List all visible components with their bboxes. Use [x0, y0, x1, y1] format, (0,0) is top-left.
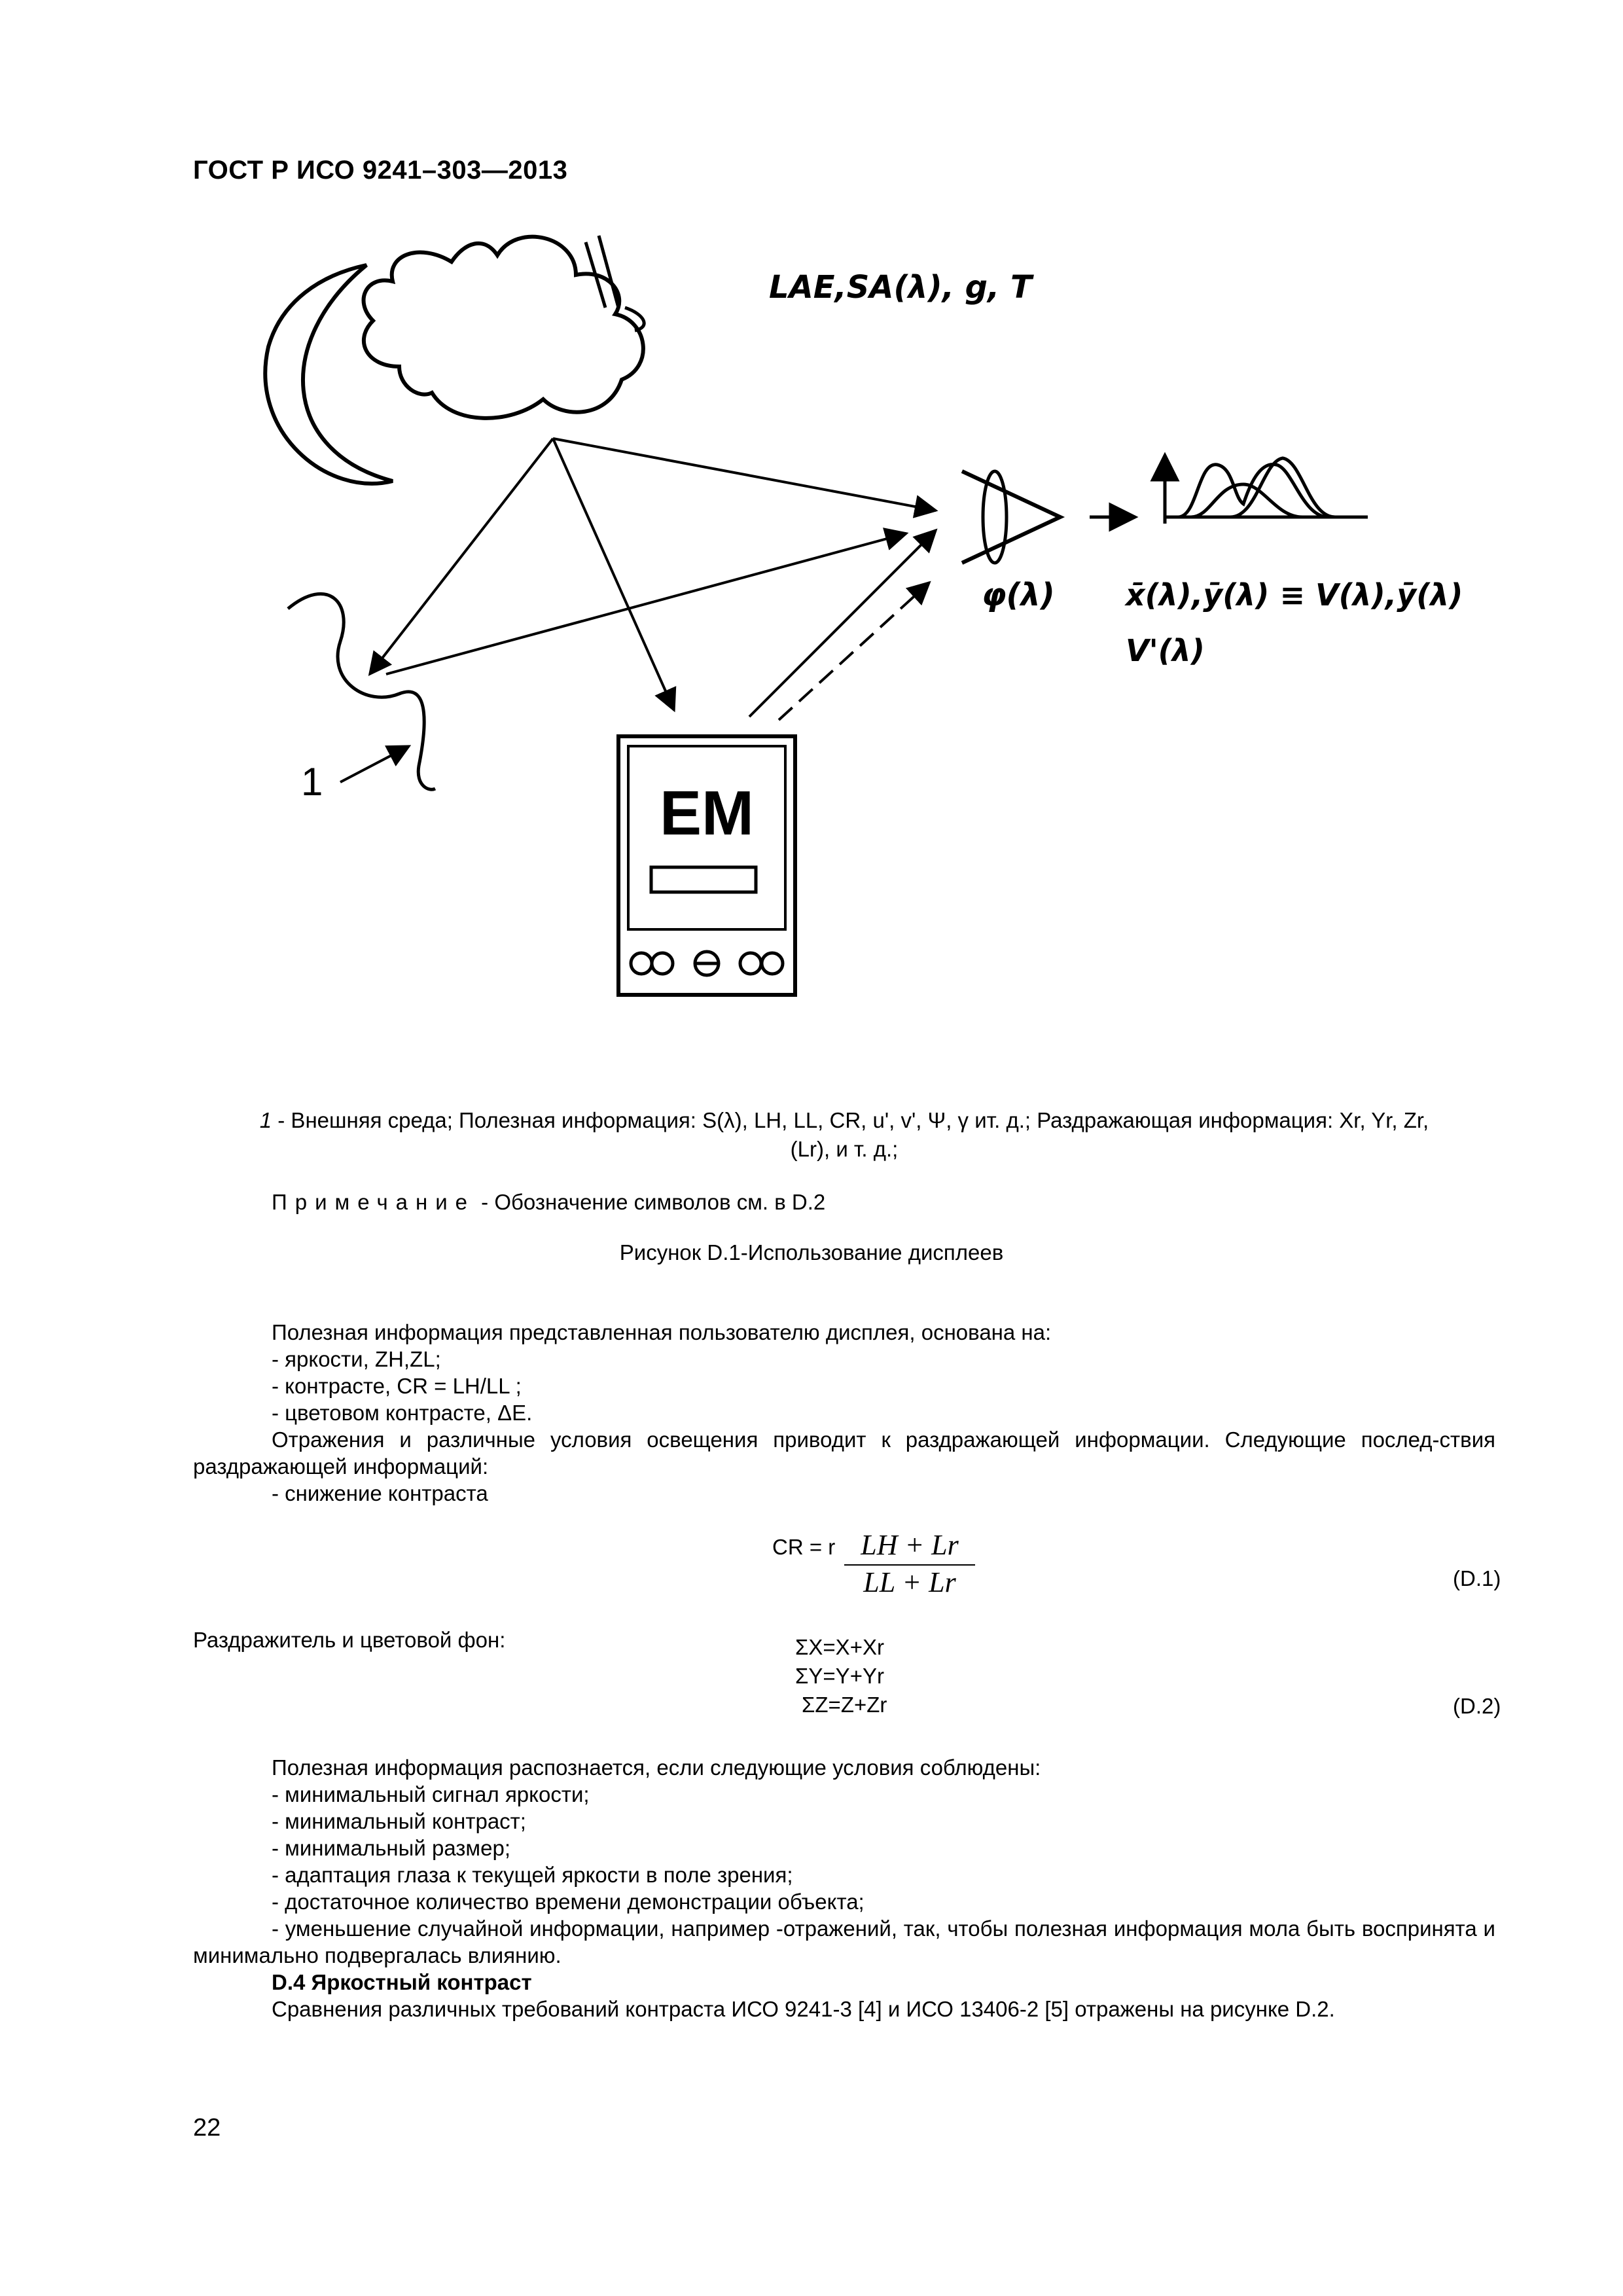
figure-legend: [193, 1106, 1495, 1164]
list-item: - достаточное количество времени демонстрации объекта;: [272, 1890, 865, 1914]
list-item: - адаптация глаза к текущей яркости в поле зрения;: [272, 1863, 793, 1887]
paragraph-useful-info: Полезная информация представленная пользователю дисплея, основана на:: [272, 1320, 1052, 1344]
legend-text-line2: (Lr), и т. д.;: [790, 1137, 899, 1161]
eye-icon: [962, 471, 1060, 563]
curves-label-2: V'(λ): [1126, 633, 1205, 668]
formula-d2-y: ΣY=Y+Yr: [795, 1664, 884, 1688]
arrow-device-reflection-to-eye: [779, 583, 929, 720]
list-item: - минимальный сигнал яркости;: [272, 1782, 590, 1806]
cloud-icon: [364, 237, 643, 418]
formula-d1-number: (D.1): [1453, 1566, 1501, 1590]
formula-d2-z: ΣZ=Z+Zr: [802, 1693, 887, 1717]
paragraph-conditions: Полезная информация распознается, если следующие условия соблюдены:: [272, 1755, 1041, 1780]
list-item: - снижение контраста: [272, 1481, 488, 1505]
page-number: 22: [193, 2114, 221, 2142]
formula-d1-left: CR = r: [772, 1535, 836, 1559]
note-label: Примечание: [272, 1190, 476, 1214]
eye-symbol: φ(λ): [982, 577, 1055, 613]
figure-display-use: [0, 0, 1623, 1047]
device-label: EM: [660, 778, 754, 848]
legend-text-line1: - Внешняя среда; Полезная информация: S(λ), LH, LL, CR, u', v', Ψ, γ ит. д.; Раздражающая информация: Xr, Yr, Zr,: [272, 1108, 1429, 1132]
formula-d1-numerator: LH + Lr: [844, 1528, 975, 1566]
light-source-icon: [586, 236, 644, 331]
figure-symbols-top: LAE,SA(λ), g, T: [769, 269, 1032, 306]
formula-d2: [795, 1633, 887, 1719]
figure-note: [272, 1190, 825, 1215]
list-item: - минимальный контраст;: [272, 1809, 526, 1833]
formula-d2-x: ΣX=X+Xr: [795, 1635, 884, 1659]
arrow-device-to-eye: [749, 530, 936, 717]
list-item: - контрасте, CR = LH/LL ;: [272, 1374, 522, 1398]
list-item: - яркости, ZH,ZL;: [272, 1347, 441, 1371]
list-item: - уменьшение случайной информации, например -отражений, так, чтобы полезная информация мола быть воспринята и минимально подвергалась влиянию.: [193, 1916, 1495, 1967]
paragraph-reflections: Отражения и различные условия освещения приводит к раздражающей информации. Следующие послед-ствия раздражающей информаций:: [193, 1427, 1495, 1479]
arrow-label-1: [340, 746, 409, 782]
paragraph-irritant: Раздражитель и цветовой фон:: [193, 1628, 506, 1652]
formula-d1-fraction: [844, 1528, 975, 1599]
display-device-icon: [618, 736, 795, 995]
arrow-source-to-device: [553, 439, 674, 710]
body-text: [193, 1319, 1495, 1507]
list-item: - минимальный размер;: [272, 1836, 510, 1860]
curves-label-1: x̄(λ),ȳ(λ) ≡ V(λ),ȳ(λ): [1126, 577, 1463, 613]
label-1: 1: [301, 760, 323, 804]
body-text-conditions: [193, 1754, 1495, 2022]
formula-d2-number: (D.2): [1453, 1694, 1501, 1718]
moon-icon: [265, 265, 393, 484]
formula-d1-denominator: LL + Lr: [863, 1566, 956, 1598]
note-text: - Обозначение символов см. в D.2: [475, 1190, 826, 1214]
arrow-source-to-eye: [553, 439, 936, 511]
document-header: ГОСТ Р ИСО 9241–303—2013: [193, 156, 568, 185]
section-heading: D.4 Яркостный контраст: [272, 1970, 532, 1994]
paragraph-comparison: Сравнения различных требований контраста ИСО 9241-3 [4] и ИСО 13406-2 [5] отражены на рисунке D.2.: [272, 1997, 1335, 2021]
formula-d1: [772, 1529, 959, 1598]
sensitivity-curves: [1165, 455, 1368, 524]
legend-item-1: 1: [259, 1108, 272, 1132]
list-item: - цветовом контрасте, ΔE.: [272, 1401, 533, 1425]
figure-title: Рисунок D.1-Использование дисплеев: [619, 1240, 1004, 1265]
arrow-source-to-environment: [370, 439, 553, 674]
